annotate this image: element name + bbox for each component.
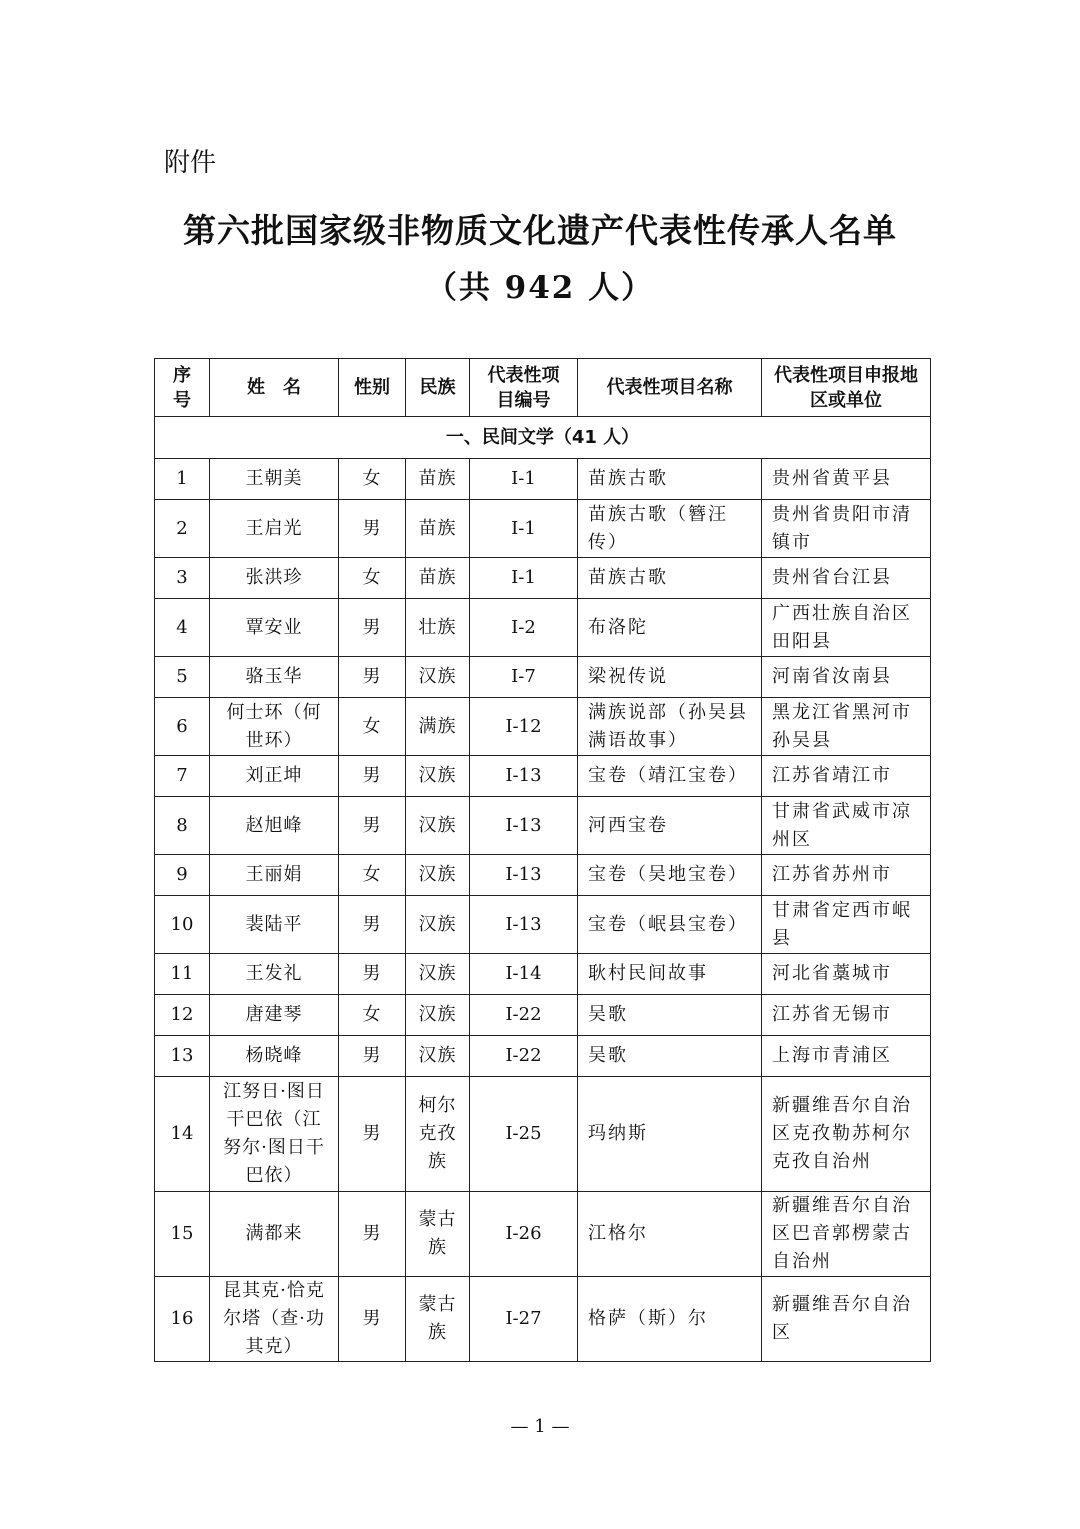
- cell-sex: 男: [339, 599, 406, 657]
- cell-code: Ⅰ-13: [470, 896, 578, 954]
- cell-project: 苗族古歌: [578, 459, 762, 500]
- table-row: [155, 954, 931, 995]
- cell-name: 王丽娟: [210, 855, 339, 896]
- cell-code: Ⅰ-22: [470, 1036, 578, 1077]
- cell-name: 昆其克·恰克尔塔（查·功其克）: [210, 1277, 339, 1362]
- cell-ethnicity: 柯尔克孜族: [406, 1077, 470, 1192]
- table-row: [155, 1192, 931, 1277]
- cell-region: 新疆维吾尔自治区克孜勒苏柯尔克孜自治州: [762, 1077, 931, 1192]
- cell-name: 王朝美: [210, 459, 339, 500]
- cell-project: 江格尔: [578, 1192, 762, 1277]
- cell-seq: 9: [155, 855, 210, 896]
- cell-region: 甘肃省武威市凉州区: [762, 797, 931, 855]
- cell-seq: 7: [155, 756, 210, 797]
- cell-name: 满都来: [210, 1192, 339, 1277]
- cell-sex: 男: [339, 797, 406, 855]
- cell-code: Ⅰ-2: [470, 599, 578, 657]
- cell-name: 裴陆平: [210, 896, 339, 954]
- cell-sex: 男: [339, 1077, 406, 1192]
- cell-ethnicity: 满族: [406, 698, 470, 756]
- cell-ethnicity: 汉族: [406, 797, 470, 855]
- cell-seq: 1: [155, 459, 210, 500]
- section-row: [155, 417, 931, 459]
- cell-project: 苗族古歌: [578, 558, 762, 599]
- cell-name: 唐建琴: [210, 995, 339, 1036]
- cell-seq: 14: [155, 1077, 210, 1192]
- cell-region: 江苏省无锡市: [762, 995, 931, 1036]
- cell-ethnicity: 汉族: [406, 954, 470, 995]
- inheritor-table: [154, 358, 931, 1362]
- cell-ethnicity: 汉族: [406, 995, 470, 1036]
- cell-seq: 6: [155, 698, 210, 756]
- cell-ethnicity: 壮族: [406, 599, 470, 657]
- cell-sex: 女: [339, 698, 406, 756]
- table-row: [155, 896, 931, 954]
- cell-ethnicity: 汉族: [406, 1036, 470, 1077]
- cell-name: 江努日·图日干巴依（江努尔·图日干巴依）: [210, 1077, 339, 1192]
- cell-project: 耿村民间故事: [578, 954, 762, 995]
- cell-code: Ⅰ-27: [470, 1277, 578, 1362]
- cell-code: Ⅰ-13: [470, 797, 578, 855]
- cell-sex: 女: [339, 558, 406, 599]
- cell-name: 杨晓峰: [210, 1036, 339, 1077]
- document-title: 第六批国家级非物质文化遗产代表性传承人名单: [183, 211, 897, 250]
- cell-code: Ⅰ-1: [470, 558, 578, 599]
- header-project: 代表性项目名称: [578, 359, 762, 417]
- header-seq: 序号: [155, 359, 210, 417]
- cell-project: 梁祝传说: [578, 657, 762, 698]
- cell-seq: 4: [155, 599, 210, 657]
- cell-ethnicity: 苗族: [406, 500, 470, 558]
- table-row: [155, 855, 931, 896]
- table-row: [155, 1077, 931, 1192]
- cell-code: Ⅰ-22: [470, 995, 578, 1036]
- cell-sex: 男: [339, 896, 406, 954]
- section-label: 一、民间文学（41 人）: [155, 417, 931, 459]
- cell-region: 江苏省靖江市: [762, 756, 931, 797]
- cell-seq: 10: [155, 896, 210, 954]
- cell-sex: 女: [339, 459, 406, 500]
- cell-project: 吴歌: [578, 995, 762, 1036]
- cell-name: 王发礼: [210, 954, 339, 995]
- cell-region: 广西壮族自治区田阳县: [762, 599, 931, 657]
- cell-sex: 女: [339, 995, 406, 1036]
- page-number: — 1 —: [510, 1416, 570, 1437]
- cell-name: 王启光: [210, 500, 339, 558]
- cell-sex: 男: [339, 756, 406, 797]
- cell-project: 宝卷（吴地宝卷）: [578, 855, 762, 896]
- cell-sex: 男: [339, 657, 406, 698]
- cell-seq: 16: [155, 1277, 210, 1362]
- cell-code: Ⅰ-13: [470, 855, 578, 896]
- cell-seq: 8: [155, 797, 210, 855]
- cell-region: 新疆维吾尔自治区巴音郭楞蒙古自治州: [762, 1192, 931, 1277]
- cell-region: 贵州省台江县: [762, 558, 931, 599]
- cell-seq: 15: [155, 1192, 210, 1277]
- cell-name: 张洪珍: [210, 558, 339, 599]
- cell-ethnicity: 汉族: [406, 657, 470, 698]
- cell-project: 苗族古歌（簪汪传）: [578, 500, 762, 558]
- cell-name: 刘正坤: [210, 756, 339, 797]
- cell-ethnicity: 蒙古族: [406, 1192, 470, 1277]
- table-row: [155, 797, 931, 855]
- table-row: [155, 500, 931, 558]
- cell-region: 上海市青浦区: [762, 1036, 931, 1077]
- cell-seq: 5: [155, 657, 210, 698]
- cell-project: 满族说部（孙吴县满语故事）: [578, 698, 762, 756]
- table-row: [155, 698, 931, 756]
- table-row: [155, 995, 931, 1036]
- table-row: [155, 756, 931, 797]
- cell-project: 布洛陀: [578, 599, 762, 657]
- attachment-label: 附件: [164, 148, 217, 178]
- cell-project: 玛纳斯: [578, 1077, 762, 1192]
- table-header-row: [155, 359, 931, 417]
- table-row: [155, 1277, 931, 1362]
- cell-project: 河西宝卷: [578, 797, 762, 855]
- cell-sex: 女: [339, 855, 406, 896]
- cell-code: Ⅰ-13: [470, 756, 578, 797]
- cell-name: 何士环（何世环）: [210, 698, 339, 756]
- cell-region: 河南省汝南县: [762, 657, 931, 698]
- cell-name: 骆玉华: [210, 657, 339, 698]
- cell-seq: 2: [155, 500, 210, 558]
- cell-region: 黑龙江省黑河市孙吴县: [762, 698, 931, 756]
- cell-region: 贵州省贵阳市清镇市: [762, 500, 931, 558]
- cell-sex: 男: [339, 1036, 406, 1077]
- cell-name: 覃安业: [210, 599, 339, 657]
- cell-seq: 12: [155, 995, 210, 1036]
- cell-project: 格萨（斯）尔: [578, 1277, 762, 1362]
- cell-code: Ⅰ-12: [470, 698, 578, 756]
- cell-region: 贵州省黄平县: [762, 459, 931, 500]
- cell-region: 河北省藁城市: [762, 954, 931, 995]
- cell-ethnicity: 汉族: [406, 756, 470, 797]
- table-row: [155, 459, 931, 500]
- table-row: [155, 657, 931, 698]
- table-row: [155, 599, 931, 657]
- header-sex: 性别: [339, 359, 406, 417]
- cell-code: Ⅰ-25: [470, 1077, 578, 1192]
- cell-ethnicity: 汉族: [406, 896, 470, 954]
- cell-seq: 11: [155, 954, 210, 995]
- cell-seq: 13: [155, 1036, 210, 1077]
- table-row: [155, 1036, 931, 1077]
- cell-code: Ⅰ-7: [470, 657, 578, 698]
- cell-ethnicity: 汉族: [406, 855, 470, 896]
- cell-sex: 男: [339, 1277, 406, 1362]
- cell-region: 江苏省苏州市: [762, 855, 931, 896]
- header-region: 代表性项目申报地区或单位: [762, 359, 931, 417]
- cell-sex: 男: [339, 1192, 406, 1277]
- cell-sex: 男: [339, 954, 406, 995]
- cell-code: Ⅰ-14: [470, 954, 578, 995]
- cell-code: Ⅰ-1: [470, 459, 578, 500]
- document-subtitle: （共 942 人）: [425, 270, 655, 306]
- cell-sex: 男: [339, 500, 406, 558]
- cell-region: 甘肃省定西市岷县: [762, 896, 931, 954]
- cell-code: Ⅰ-26: [470, 1192, 578, 1277]
- cell-project: 宝卷（靖江宝卷）: [578, 756, 762, 797]
- cell-region: 新疆维吾尔自治区: [762, 1277, 931, 1362]
- cell-code: Ⅰ-1: [470, 500, 578, 558]
- cell-ethnicity: 苗族: [406, 459, 470, 500]
- header-code: 代表性项目编号: [470, 359, 578, 417]
- header-ethnicity: 民族: [406, 359, 470, 417]
- cell-ethnicity: 蒙古族: [406, 1277, 470, 1362]
- header-name: 姓 名: [210, 359, 339, 417]
- cell-name: 赵旭峰: [210, 797, 339, 855]
- cell-seq: 3: [155, 558, 210, 599]
- cell-project: 吴歌: [578, 1036, 762, 1077]
- cell-ethnicity: 苗族: [406, 558, 470, 599]
- cell-project: 宝卷（岷县宝卷）: [578, 896, 762, 954]
- table-row: [155, 558, 931, 599]
